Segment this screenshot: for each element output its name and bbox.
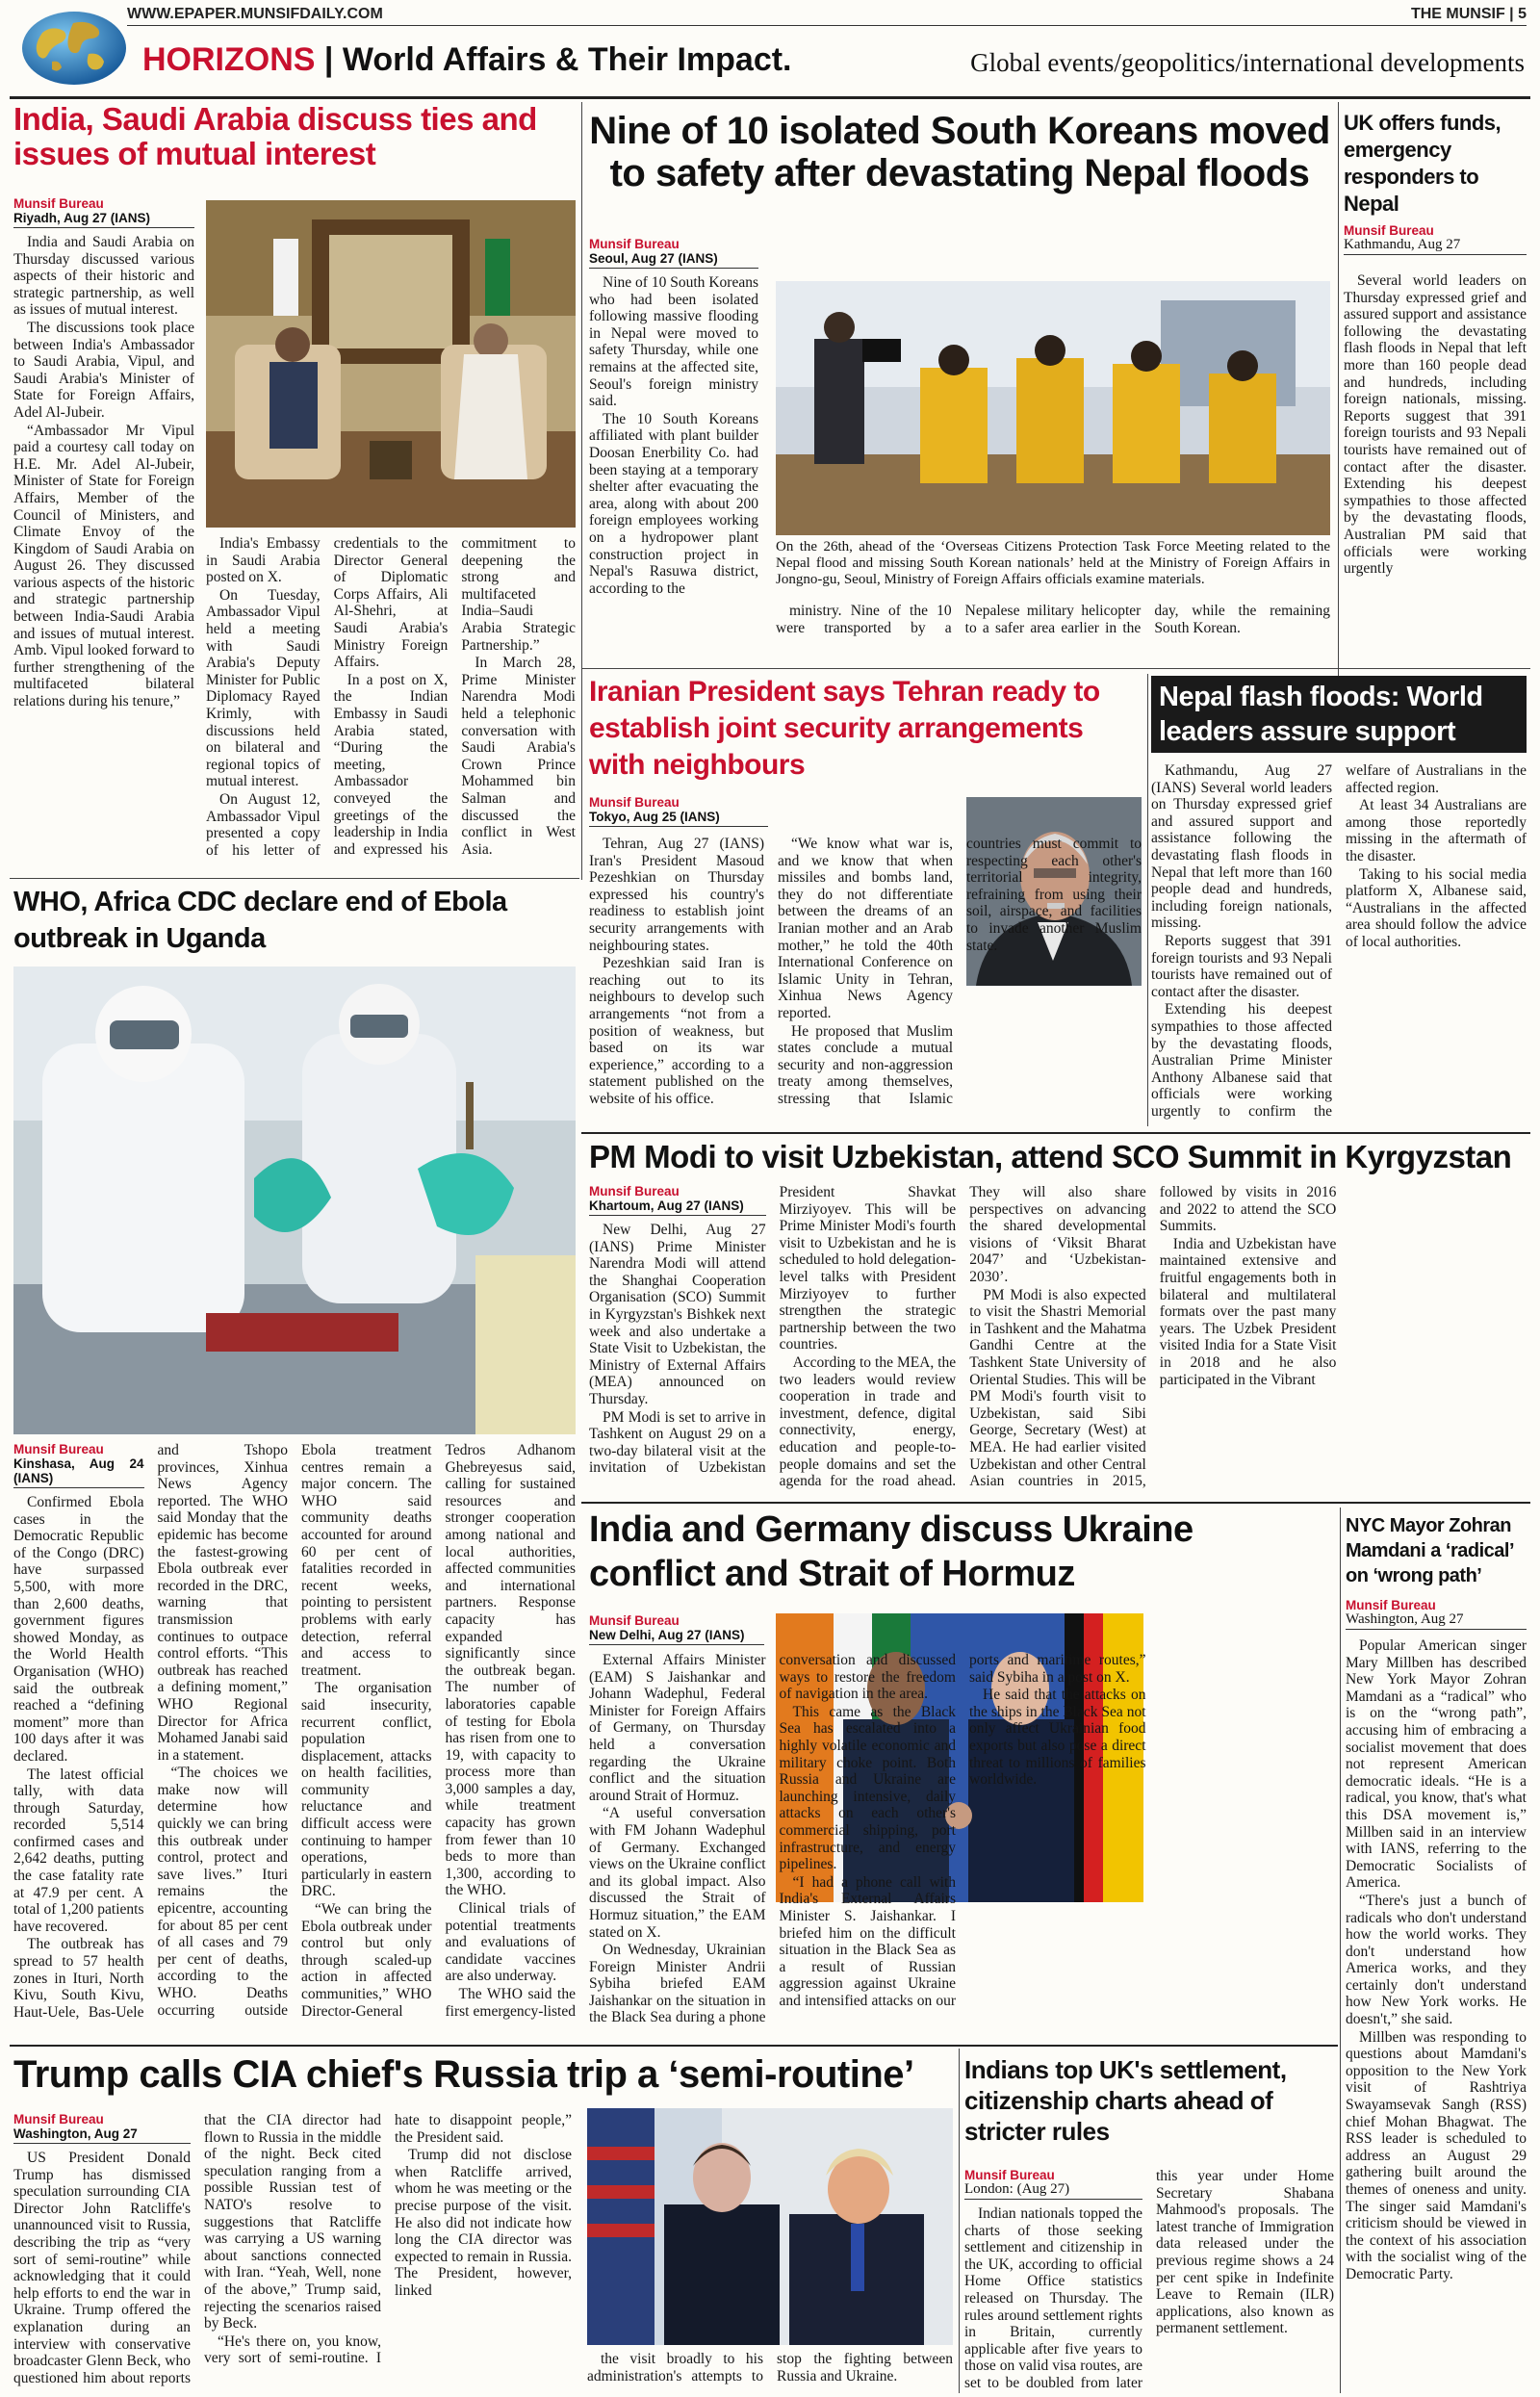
article-india-saudi bbox=[13, 102, 576, 880]
row-rule bbox=[581, 1132, 1530, 1134]
headline[interactable]: NYC Mayor Zohran Mamdani a ‘radical’ on ‘wrong path’ bbox=[1346, 1515, 1513, 1586]
paragraph: In a post on X, the Indian Embassy in Saudi Arabia stated, “During the meeting, Ambassador conveyed the greetings of the leadership in India and expressed his commitment to deepening the strong and multifaceted India–Saudi Arabia Strategic Partnership.” bbox=[333, 535, 576, 858]
dateline: New Delhi, Aug 27 (IANS) bbox=[589, 1628, 764, 1645]
headline[interactable]: PM Modi to visit Uzbekistan, attend SCO Summit in Kyrgyzstan bbox=[589, 1139, 1512, 1174]
headline[interactable]: Nepal flash floods: World leaders assure support bbox=[1151, 676, 1527, 753]
paragraph: Kathmandu, Aug 27 (IANS) Several world leaders on Thursday expressed grief and assured support and assistance following the devastating flash floods in Nepal that left more than 160 people dead and hundreds, including foreign nationals, missing. bbox=[1151, 762, 1332, 932]
headline[interactable]: UK offers funds, emergency responders to Nepal bbox=[1344, 111, 1502, 216]
paragraph: US President Donald Trump has dismissed speculation surrounding CIA Director John Ratcliffe's unannounced visit to Russia, describing the trip as “very sort of semi-routine” while acknowledging that it could help efforts to end the war in Ukraine. Trump offered the explanation during an interview with conservative broadcaster Glenn Beck, who questioned him about reports that the CIA director had flown to Russia in the middle of the night. Beck cited speculation ranging from a possible Russian test of NATO's resolve to suggestions that Ratcliffe was carrying a US warning about sanctions connected with Iran. “Yeah, Well, none of the above,” Trump said, rejecting the scenarios raised by Beck. bbox=[13, 2112, 381, 2386]
dateline: Kinshasa, Aug 24 (IANS) bbox=[13, 1456, 144, 1488]
paragraph: Reports suggest that 391 foreign tourists and 93 Nepali tourists have remained out of contact after the disaster. bbox=[1151, 932, 1332, 1000]
article-trump-cia bbox=[13, 2052, 953, 2391]
dateline: Tokyo, Aug 25 (IANS) bbox=[589, 810, 768, 827]
headline[interactable]: Trump calls CIA chief's Russia trip a ‘semi-routine’ bbox=[13, 2053, 914, 2096]
dateline: London: (Aug 27) bbox=[964, 2182, 1142, 2200]
bureau: Munsif Bureau bbox=[589, 1613, 680, 1628]
section-divider: | bbox=[323, 41, 343, 78]
article-body bbox=[1151, 762, 1527, 1124]
paragraph: The discussions took place between India's Ambassador to Saudi Arabia, Vipul, and Saudi Arabia's Minister of State for Foreign Affairs, Adel Al-Jubeir. bbox=[13, 319, 194, 421]
paragraph: Popular American singer Mary Millben has described New York Mayor Zohran Mamdani as a “radical” who is on the “wrong path”, accusing him of embracing a socialist movement that does not represent American democratic ideals. “He is a radical, you know, that's what this DSA movement is,” Millben said in an interview with IANS, referring to the Democratic Socialists of America. bbox=[1346, 1637, 1527, 1892]
article-continuation bbox=[206, 535, 576, 874]
column-rule bbox=[1338, 102, 1339, 680]
article-body bbox=[589, 836, 1142, 1122]
bureau: Munsif Bureau bbox=[13, 1442, 104, 1456]
paragraph: “He's there on, you know, very sort of semi-routine. I hate to disappoint people,” the President said. bbox=[204, 2112, 572, 2367]
article-nepal-floods bbox=[1151, 676, 1527, 1128]
row-rule bbox=[10, 2045, 1338, 2047]
row-rule bbox=[10, 878, 579, 879]
paragraph: “There's just a bunch of radicals who don't understand how the world works. They don't understand how America works, and they certainly don't understand how New York works. He doesn't,” she said. bbox=[1346, 1892, 1527, 2028]
website-url[interactable]: WWW.EPAPER.MUNSIFDAILY.COM bbox=[127, 6, 383, 22]
bureau: Munsif Bureau bbox=[1346, 1598, 1436, 1612]
paragraph: The WHO said the first emergency-listed bbox=[445, 1986, 576, 2020]
article-south-koreans bbox=[589, 110, 1330, 683]
article-iran-president bbox=[589, 674, 1142, 1130]
article-lead bbox=[589, 274, 758, 684]
paragraph: The latest official tally, with data through Saturday, recorded 5,514 confirmed cases and 2,642 deaths, putting the case fatality rate at 47.9 per cent. A total of 1,200 patients have recovered. bbox=[13, 1766, 144, 1935]
dateline: Kathmandu, Aug 27 bbox=[1344, 238, 1527, 255]
page-number: 5 bbox=[1518, 6, 1527, 22]
paragraph: Tehran, Aug 27 (IANS) Iran's President Masoud Pezeshkian on Thursday expressed his country's readiness to establish joint security arrangements with neighbouring states. bbox=[589, 836, 764, 954]
section-tagline: Global events/geopolitics/international developments bbox=[970, 48, 1525, 77]
paragraph: He said that the attacks on the ships in the Black Sea not only affect Ukrainian food exports but also pose a direct threat to millions of families worldwide. bbox=[969, 1687, 1146, 1789]
paragraph: The outbreak has spread to 57 health zones in Ituri, North Kivu, South Kivu, Haut-Uele, Bas-Uele and Tshopo provinces, Xinhua News Agency reported. The WHO said Monday that the epidemic has become the fastest-growing Ebola outbreak ever recorded in the DRC, warning that transmission continues to outpace control efforts. “This outbreak has reached a defining moment,” WHO Regional Director for Africa Mohamed Janabi said in a statement. bbox=[13, 1442, 288, 2021]
photo-task-force-meeting bbox=[776, 281, 1330, 535]
headline[interactable]: India and Germany discuss Ukraine conflict and Strait of Hormuz bbox=[589, 1509, 1194, 1594]
article-body bbox=[1346, 1637, 1527, 2388]
dateline: Riyadh, Aug 27 (IANS) bbox=[13, 211, 194, 228]
article-pm-modi bbox=[589, 1138, 1527, 1498]
article-body bbox=[13, 2112, 572, 2391]
article-body bbox=[1344, 272, 1527, 615]
headline[interactable]: Indians top UK's settlement, citizenship charts ahead of stricter rules bbox=[964, 2055, 1287, 2146]
paragraph: Trump did not disclose when Ratcliffe arrived, whom he was meeting or the precise purpose of the visit. He also did not indicate how long the CIA director was expected to remain in Russia. The President, however, linked bbox=[395, 2147, 572, 2299]
dateline: Washington, Aug 27 bbox=[1346, 1612, 1527, 1630]
paragraph: Clinical trials of potential treatments and evaluations of candidate vaccines are also underway. bbox=[445, 1900, 576, 1985]
paragraph: Pezeshkian said Iran is reaching out to its neighbours to develop such arrangements “not from a position of weakness, but based on its war experience,” according to a statement published on the website of his office. bbox=[589, 955, 764, 1107]
dateline: Seoul, Aug 27 (IANS) bbox=[589, 251, 758, 269]
dateline: Washington, Aug 27 bbox=[13, 2126, 191, 2144]
paragraph: “A useful conversation with FM Johann Wadephul of Germany. Exchanged views on the Ukraine conflict and its global impact. Also discussed the Strait of Hormuz situation,” the EAM stated on X. bbox=[589, 1805, 766, 1941]
paragraph: “Ambassador Mr Vipul paid a courtesy call today on H.E. Mr. Adel Al-Jubeir, Minister of State for Foreign Affairs, Member of the Council of Ministers, and Climate Envoy of the Kingdom of Saudi Arabia on August 26. They discussed various aspects of the historic and strategic partnership between India-Saudi Arabia and issues of mutual interest. Amb. Vipul looked forward to further strengthening of the multifaceted bilateral relations during his tenure,” bbox=[13, 422, 194, 710]
headline[interactable]: India, Saudi Arabia discuss ties and issues of mutual interest bbox=[13, 101, 537, 171]
paper-title: THE MUNSIF bbox=[1410, 6, 1505, 22]
page-separator: | bbox=[1509, 6, 1519, 22]
masthead bbox=[0, 0, 1540, 89]
bureau: Munsif Bureau bbox=[589, 1184, 680, 1198]
article-lead bbox=[13, 234, 194, 894]
paragraph: External Affairs Minister (EAM) S Jaishankar and Johann Wadephul, Federal Minister for Foreign Affairs of Germany, on Thursday held a conversation regarding the Ukraine conflict and the situation around Strait of Hormuz. bbox=[589, 1652, 766, 1804]
section-name: HORIZONS bbox=[142, 41, 316, 78]
paragraph: Indian nationals topped the charts of those seeking settlement and citizenship in the UK, according to official Home Office statistics released on Thursday. The rules around settlement rights in Britain, currently applicable after five years to those on valid visa routes, are set to be doubled from later this year under Home Secretary Shabana Mahmood's proposals. The latest tranche of Immigration data released under the previous regime shows a 24 per cent spike in Indefinite Leave to Remain (ILR) applications, also known as permanent settlement. bbox=[964, 2168, 1334, 2391]
headline[interactable]: Nine of 10 isolated South Koreans moved to safety after devastating Nepal floods bbox=[589, 110, 1330, 194]
row-rule bbox=[581, 668, 1530, 669]
paragraph: On Tuesday, Ambassador Vipul held a meeting with Saudi Arabia's Deputy Minister for Public Diplomacy Rayed Krimly, with discussions held on bilateral and regional topics of mutual interest. bbox=[206, 586, 321, 790]
article-continuation bbox=[776, 603, 1330, 647]
paragraph: ministry. Nine of the 10 were transported by a Nepalese military helicopter to a safer area earlier in the day, while the remaining South Korean. bbox=[776, 603, 1330, 636]
article-continuation bbox=[587, 2351, 953, 2391]
article-indians-uk bbox=[964, 2054, 1334, 2393]
paragraph: On Wednesday, Ukrainian Foreign Minister Andrii Sybiha briefed EAM Jaishankar on the situation in the Black Sea during a phone conversation and discussed ways to restore the freedom of navigation in the area. bbox=[589, 1652, 956, 2026]
paragraph: The organisation said insecurity, recurrent conflict, population displacement, attacks on health facilities, community reluctance and difficult access were continuing to hamper operations, particularly in eastern DRC. bbox=[301, 1680, 432, 1900]
article-body bbox=[964, 2168, 1334, 2393]
bureau: Munsif Bureau bbox=[13, 2112, 104, 2126]
section-title bbox=[142, 42, 792, 77]
paragraph: PM Modi is also expected to visit the Shastri Memorial in Tashkent and the Mahatma Gandhi Centre at the Tashkent State University of Oriental Studies. This will be PM Modi's fourth visit to Uzbekistan, said Sibi George, Secretary (West) at MEA. He had earlier visited Uzbekistan and other Central Asian countries in 2015, followed by visits in 2016 and 2022 to attend the SCO Summits. bbox=[969, 1184, 1337, 1490]
paper-name bbox=[1411, 6, 1527, 23]
paragraph: “We can bring the Ebola outbreak under control but only through scaled-up action in affected communities,” WHO Director-General Tedros Adhanom Ghebreyesus said, calling for sustained resources and stronger cooperation among national and local authorities, affected communities and international partners. Response capacity has expanded significantly since the outbreak began. The number of laboratories capable of testing for Ebola has risen from one to 19, with capacity to process more than 3,000 samples a day, while treatment capacity has grown from fewer than 10 beds to more than 1,300, according to the WHO. bbox=[301, 1442, 576, 2020]
header-top-rule bbox=[127, 25, 1527, 26]
paragraph: “The choices we make now will determine how quickly we can bring this outbreak under control, protect and save lives.” Ituri remains the epicentre, accounting for about 85 per cent of all cases and 79 per cent of deaths, according to the WHO. Deaths occurring outside Ebola treatment centres remain a major concern. The WHO said community deaths accounted for around 60 per cent of fatalities recorded in recent weeks, pointing to persistent problems with early detection, referral and access to treatment. bbox=[157, 1442, 432, 2019]
paragraph: the visit broadly to his administration's attempts to stop the fighting between Russia and Ukraine. bbox=[587, 2351, 953, 2384]
article-india-germany bbox=[589, 1508, 1336, 2047]
headline[interactable]: Iranian President says Tehran ready to establish joint security arrangements with neighbours bbox=[589, 676, 1100, 781]
headline[interactable]: WHO, Africa CDC declare end of Ebola outbreak in Uganda bbox=[13, 887, 507, 954]
paragraph: At least 34 Australians are among those reportedly missing in the aftermath of the disaster. bbox=[1346, 797, 1527, 864]
paragraph: India and Uzbekistan have maintained extensive and fruitful engagements both in bilateral and multilateral formats over the past many years. The Uzbek President visited India for a State Visit in 2018 and he also participated in the Vibrant bbox=[1159, 1235, 1337, 1388]
paragraph: Millben was responding to questions about Mamdani's opposition to the New York visit of Rashtriya Swayamsevak Sangh (RSS) chief Mohan Bhagwat. The RSS leader is scheduled to address an August 29 gathering built around the themes of oneness and unity. The singer said Mamdani's criticism should be viewed in the context of his association with the socialist wing of the Democratic Party. bbox=[1346, 2028, 1527, 2282]
paragraph: India's Embassy in Saudi Arabia posted on X. bbox=[206, 535, 321, 586]
paragraph: “I had a phone call with India's External Affairs Minister S. Jaishankar. I briefed him on the difficult situation in the Black Sea as a result of Russian aggression against Ukraine and intensified attacks on our ports and maritime routes,” said Sybiha in a post on X. bbox=[779, 1652, 1146, 2009]
photo-trump-ratcliffe bbox=[587, 2108, 953, 2345]
paragraph: According to the MEA, the two leaders would review cooperation in trade and investment, defence, digital connectivity, energy, education and people-to-people domains and set the agenda for the road ahead. They will also share perspectives on advancing the shared developmental visions of ‘Viksit Bharat 2047’ and ‘Uzbekistan-2030’. bbox=[779, 1184, 1146, 1490]
paragraph: New Delhi, Aug 27 (IANS) Prime Minister Narendra Modi will attend the Shanghai Cooperation Organisation (SCO) Summit in Kyrgyzstan's Bishkek next week and also undertake a State Visit to Uzbekistan, the Ministry of External Affairs (MEA) announced on Thursday. bbox=[589, 1222, 766, 1407]
bureau: Munsif Bureau bbox=[964, 2168, 1055, 2182]
paragraph: India and Saudi Arabia on Thursday discussed various aspects of their historic and strategic partnership, as well as issues of mutual interest. bbox=[13, 234, 194, 319]
section-subtitle: World Affairs & Their Impact. bbox=[342, 41, 792, 78]
article-body bbox=[589, 1652, 1336, 2041]
globe-logo-icon bbox=[13, 6, 135, 87]
paragraph: He proposed that Muslim states conclude a mutual security and non-aggression treaty among themselves, stressing that Islamic countries must commit to respecting each other's territorial integrity, refraining from using their soil, airspace, and facilities to invade another Muslim state. bbox=[778, 836, 1142, 1107]
bureau: Munsif Bureau bbox=[1344, 223, 1434, 238]
column-rule bbox=[1147, 674, 1148, 1126]
masthead-bottom-rule bbox=[10, 96, 1530, 99]
photo-caption: On the 26th, ahead of the ‘Overseas Citizens Protection Task Force Meeting related to the Nepal flood and missing South Korean nationals’ held at the Ministry of Foreign Affairs in Jongno-gu, Seoul, Ministry of Foreign Affairs officials examine materials. bbox=[776, 539, 1330, 587]
bureau: Munsif Bureau bbox=[589, 237, 680, 251]
paragraph: Several world leaders on Thursday expressed grief and assured support and assistance following the devastating flash floods in Nepal that left more than 160 people dead and hundreds, including foreign nationals, missing. Reports suggest that 391 foreign tourists and 93 Nepali tourists have remained out of contact after the disaster. Extending his deepest sympathies to those affected by the devastating floods, Australian PM said that officials were working urgently bbox=[1344, 272, 1527, 578]
article-body bbox=[589, 1184, 1527, 1492]
paragraph: On August 12, Ambassador Vipul presented a copy of his letter of credentials to the Director General of Diplomatic Corps Affairs, Ali Al-Shehri, at Saudi Arabia's Ministry Foreign Affairs. bbox=[206, 535, 449, 859]
bureau: Munsif Bureau bbox=[13, 196, 104, 211]
column-rule bbox=[959, 2049, 960, 2393]
photo-ambassador-meeting bbox=[206, 200, 576, 528]
paragraph: In March 28, Prime Minister Narendra Modi held a telephonic conversation with Saudi Arabia's Crown Prince Mohammed bin Salman and discussed the conflict in West Asia. bbox=[461, 655, 576, 858]
column-rule bbox=[581, 102, 582, 880]
paragraph: The 10 South Koreans affiliated with plant builder Doosan Enerbility Co. had been staying at a temporary shelter after evacuating the area, along with about 200 foreign employees working on a hydropower plant construction project in Nepal's Rasuwa district, according to the bbox=[589, 410, 758, 597]
article-body bbox=[13, 1442, 576, 2035]
paragraph: Taking to his social media platform X, Albanese said, “Australians in the affected area should follow the advice of local authorities. bbox=[1346, 865, 1527, 950]
bureau: Munsif Bureau bbox=[589, 795, 680, 810]
paragraph: PM Modi is set to arrive in Tashkent on August 29 on a two-day bilateral visit at the invitation of Uzbekistan President Shavkat Mirziyoyev. This will be Prime Minister Modi's fourth visit to Uzbekistan and he is scheduled to hold delegation-level talks with President Mirziyoyev to further strengthen the strategic partnership between the two countries. bbox=[589, 1184, 957, 1477]
dateline: Khartoum, Aug 27 (IANS) bbox=[589, 1198, 766, 1216]
paragraph: Extending his deepest sympathies to those affected by the devastating floods, Australian Prime Minister Anthony Albanese said that officials were working urgently to confirm the welfare of Australians in the affected region. bbox=[1151, 762, 1527, 1120]
paragraph: “We know what war is, and we know that when missiles and bombs land, they do not differentiate between the dreams of an Iranian mother and an Arab mother,” he told the 40th International Conference on Islamic Unity in Tehran, Xinhua News Agency reported. bbox=[778, 836, 953, 1021]
article-nyc-mayor bbox=[1346, 1513, 1527, 2393]
photo-ebola-lab bbox=[13, 967, 576, 1434]
column-rule bbox=[1340, 1508, 1341, 2393]
article-uk-funds bbox=[1344, 110, 1527, 678]
paragraph: Nine of 10 South Koreans who had been isolated following massive flooding in Nepal were moved to safety Thursday, while one remains at the affected site, Seoul's foreign ministry said. bbox=[589, 274, 758, 410]
paragraph: Confirmed Ebola cases in the Democratic Republic of the Congo (DRC) have surpassed 5,500, with more than 2,600 deaths, government figures showed Monday, as the World Health Organisation (WHO) said the outbreak reached a “defining moment” more than 100 days after it was declared. bbox=[13, 1494, 144, 1765]
article-ebola bbox=[13, 884, 576, 2039]
row-rule bbox=[581, 1502, 1530, 1504]
paragraph: This came as the Black Sea has escalated into a highly volatile economic and military choke point. Both Russia and Ukraine are launching intensive, daily attacks on each other's commercial shipping, port infrastructure, and energy pipelines. bbox=[779, 1703, 956, 1873]
